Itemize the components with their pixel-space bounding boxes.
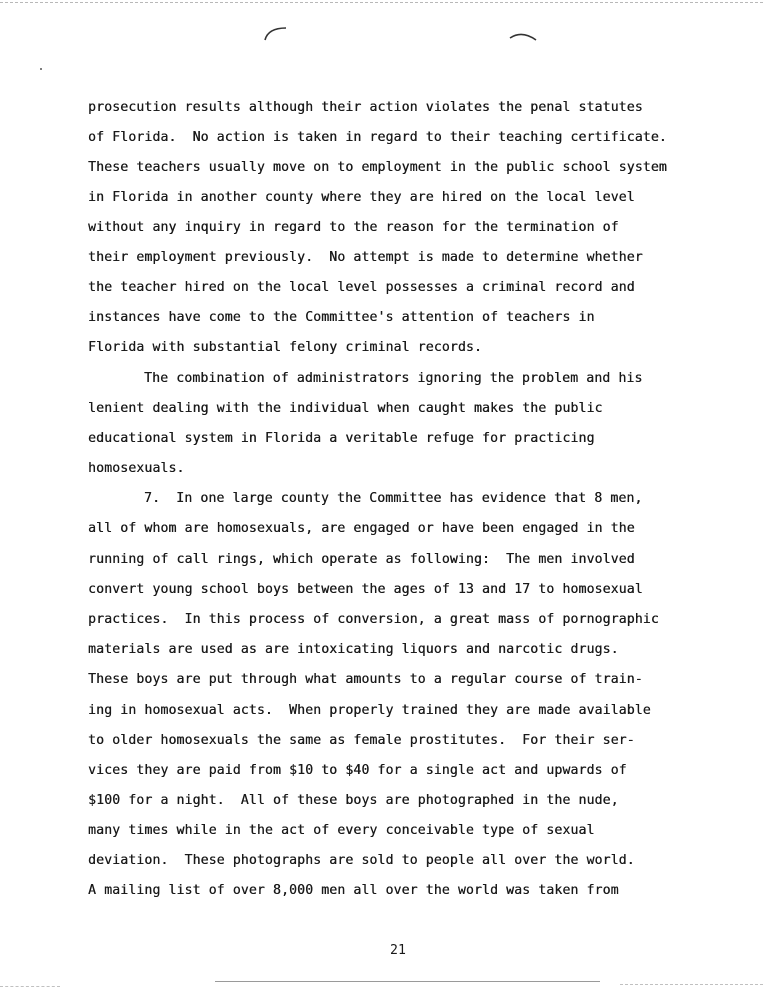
text-line: lenient dealing with the individual when caught makes the public xyxy=(88,401,603,416)
text-line: These teachers usually move on to employment in the public school system xyxy=(88,160,667,175)
text-line: prosecution results although their action violates the penal statutes xyxy=(88,100,643,115)
hand-mark-right xyxy=(508,28,538,44)
speck xyxy=(40,68,42,70)
text-line: all of whom are homosexuals, are engaged or have been engaged in the xyxy=(88,521,635,536)
text-line: 7. In one large county the Committee has evidence that 8 men, xyxy=(144,491,643,506)
text-line: Florida with substantial felony criminal records. xyxy=(88,340,482,355)
footer-rule-right xyxy=(620,984,763,985)
text-line: homosexuals. xyxy=(88,461,185,476)
text-line: to older homosexuals the same as female prostitutes. For their ser- xyxy=(88,733,635,748)
text-line: without any inquiry in regard to the reason for the termination of xyxy=(88,220,619,235)
text-line: convert young school boys between the ages of 13 and 17 to homosexual xyxy=(88,582,643,597)
text-line: practices. In this process of conversion, a great mass of pornographic xyxy=(88,612,659,627)
text-line: their employment previously. No attempt is made to determine whether xyxy=(88,250,643,265)
hand-mark-left xyxy=(262,24,288,42)
footer-rule-center xyxy=(215,981,600,982)
text-line: vices they are paid from $10 to $40 for a single act and upwards of xyxy=(88,763,627,778)
text-line: The combination of administrators ignoring the problem and his xyxy=(144,371,643,386)
text-line: A mailing list of over 8,000 men all over the world was taken from xyxy=(88,883,619,898)
text-line: $100 for a night. All of these boys are photographed in the nude, xyxy=(88,793,619,808)
text-line: educational system in Florida a veritable refuge for practicing xyxy=(88,431,595,446)
text-line: running of call rings, which operate as following: The men involved xyxy=(88,552,635,567)
text-line: instances have come to the Committee's attention of teachers in xyxy=(88,310,595,325)
text-line: ing in homosexual acts. When properly trained they are made available xyxy=(88,703,651,718)
text-line: These boys are put through what amounts to a regular course of train- xyxy=(88,672,643,687)
page-number: 21 xyxy=(390,943,406,958)
footer-rule-left xyxy=(0,986,60,987)
text-line: deviation. These photographs are sold to people all over the world. xyxy=(88,853,635,868)
text-line: many times while in the act of every conceivable type of sexual xyxy=(88,823,595,838)
text-line: the teacher hired on the local level possesses a criminal record and xyxy=(88,280,635,295)
top-dashed-border xyxy=(0,2,763,3)
text-line: of Florida. No action is taken in regard to their teaching certificate. xyxy=(88,130,667,145)
text-line: in Florida in another county where they are hired on the local level xyxy=(88,190,635,205)
text-line: materials are used as are intoxicating liquors and narcotic drugs. xyxy=(88,642,619,657)
